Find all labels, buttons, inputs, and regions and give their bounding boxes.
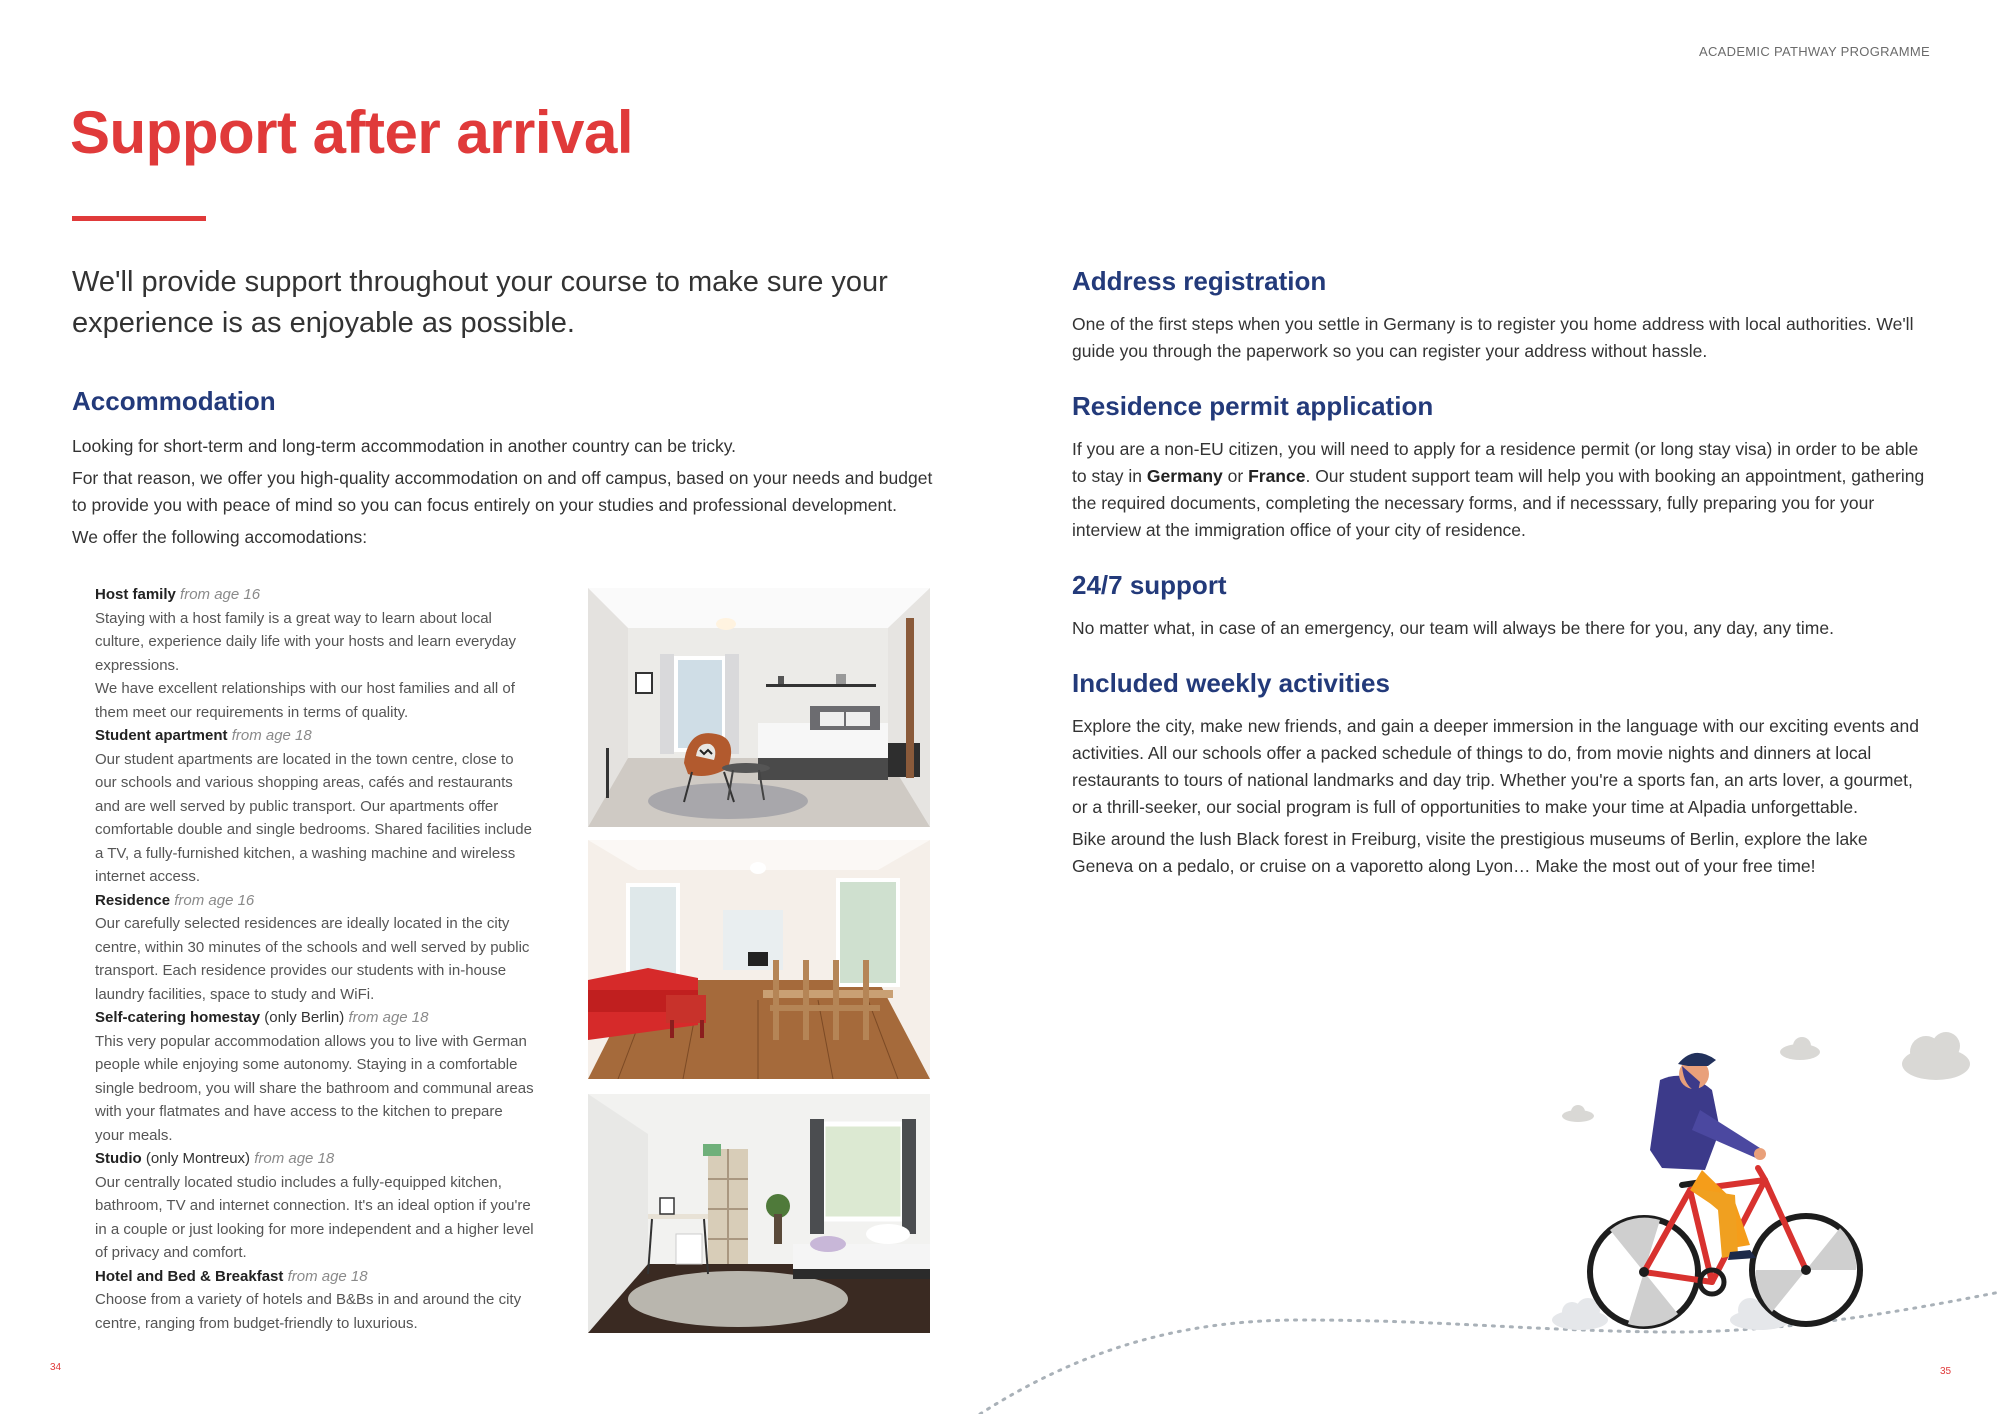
activities-heading: Included weekly activities [1072, 668, 1390, 698]
option-student-apartment-title: Student apartment from age 18 [95, 727, 312, 744]
accommodation-options-list [95, 583, 535, 1335]
accommodation-para-3: We offer the following accomodations: [72, 527, 368, 547]
accommodation-para-1: Looking for short-term and long-term accommodation in another country can be tricky. [72, 436, 737, 456]
option-hotel-desc: Choose from a variety of hotels and B&Bs in and around the city centre, ranging from budget-friendly to luxurious. [95, 1291, 522, 1332]
activities-text-2: Bike around the lush Black forest in Freiburg, visite the prestigious museums of Berlin, explore the lake Geneva on a pedalo, or cruise on a vaporetto along Lyon… Make the most out of your free time! [1072, 829, 1868, 876]
option-residence-title: Residence from age 16 [95, 891, 255, 909]
option-host-family-desc-2: We have excellent relationships with our host families and all of them meet our requirements in terms of quality. [95, 680, 515, 721]
address-registration-heading: Address registration [1072, 266, 1327, 296]
option-hotel-title: Hotel and Bed & Breakfast from age 18 [95, 1267, 368, 1285]
option-host-family-desc-1: Staying with a host family is a great way to learn about local culture, experience daily life with your hosts and learn everyday expressions. [95, 609, 517, 674]
title-underline [72, 216, 206, 221]
support-text: No matter what, in case of an emergency, our team will always be there for you, any day, any time. [1072, 618, 1834, 638]
residence-permit-text: If you are a non-EU citizen, you will need to apply for a residence permit (or long stay visa) in order to be able to stay in Germany or France. Our student support team will help you with booking an appointment, gathering the required documents, completing the necessary forms, and if necesssary, fully preparing you for your interview at the immigration office of your city of residence. [1072, 439, 1925, 540]
living-room-photo [588, 840, 930, 1079]
option-host-family-title: Host family from age 16 [95, 586, 261, 603]
right-column [1072, 266, 1932, 880]
bedroom-photo [588, 588, 930, 827]
residence-permit-heading: Residence permit application [1072, 391, 1434, 421]
option-studio-title: Studio (only Montreux) from age 18 [95, 1150, 335, 1167]
page-number-right: 35 [1940, 1366, 1952, 1377]
programme-label: ACADEMIC PATHWAY PROGRAMME [1699, 44, 1930, 59]
address-registration-text: One of the first steps when you settle in Germany is to register you home address with local authorities. We'll guide you through the paperwork so you can register your address without hassle. [1072, 314, 1914, 361]
france-text: France [1248, 466, 1306, 486]
accommodation-para-2: For that reason, we offer you high-quality accommodation on and off campus, based on your needs and budget to provide you with peace of mind so you can focus entirely on your studies and professional development. [72, 468, 933, 515]
accommodation-section [72, 386, 942, 551]
support-heading: 24/7 support [1072, 570, 1227, 600]
option-homestay-desc: This very popular accommodation allows you to live with German people while enjoying some autonomy. Staying in a comfortable single bedroom, you will share the bathroom and communal areas with your flatmates and have access to the kitchen to prepare your meals. [95, 1032, 534, 1144]
accommodation-heading: Accommodation [72, 386, 276, 416]
page-title: Support after arrival [70, 99, 633, 166]
germany-text: Germany [1146, 466, 1223, 486]
option-student-apartment-desc: Our student apartments are located in the town centre, close to our schools and various shopping areas, cafés and restaurants and are well served by public transport. Our apartments offer comfortable double and single bedrooms. Shared facilities include a TV, a fully-furnished kitchen, a washing machine and wireless internet access. [95, 750, 532, 885]
page-number-left: 34 [50, 1362, 62, 1373]
option-studio-desc: Our centrally located studio includes a fully-equipped kitchen, bathroom, TV and internet connection. It's an ideal option if you're in a couple or just looking for more independent and a higher level of privacy and comfort. [95, 1173, 534, 1261]
activities-text-1: Explore the city, make new friends, and gain a deeper immersion in the language with our exciting events and activities. All our schools offer a packed schedule of things to do, from movie nights and dinners at local restaurants to tours of national landmarks and day trip. Whether you're a sports fan, an arts lover, a gourmet, or a thrill-seeker, our social program is full of opportunities to make your time at Alpadia unforgettable. [1072, 716, 1919, 817]
option-residence-desc: Our carefully selected residences are ideally located in the city centre, within 30 minutes of the schools and well served by public transport. Each residence provides our students with in-house laundry facilities, space to study and WiFi. [95, 915, 530, 1003]
intro-text: We'll provide support throughout your course to make sure your experience is as enjoyable as possible. [72, 266, 888, 339]
cyclist-illustration [960, 1020, 2000, 1414]
option-homestay-title: Self-catering homestay (only Berlin) from age 18 [95, 1009, 429, 1026]
studio-room-photo [588, 1094, 930, 1333]
